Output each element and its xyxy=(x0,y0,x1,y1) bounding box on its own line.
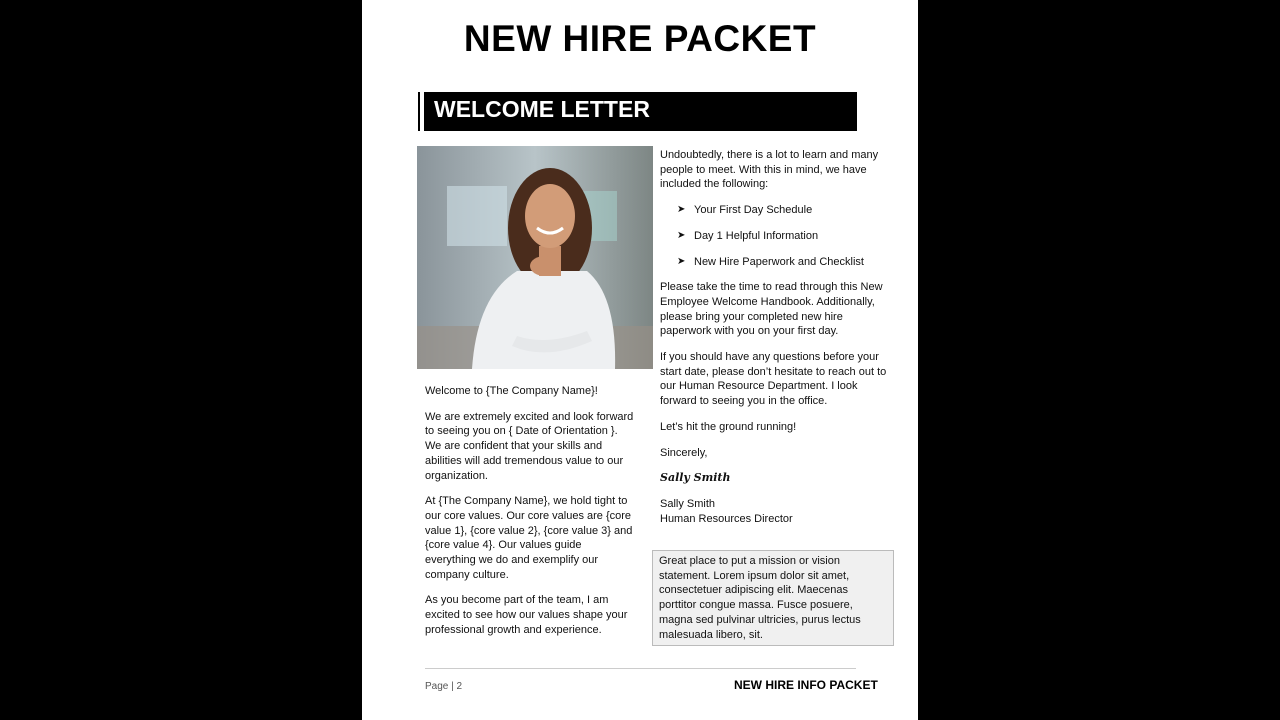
footer-title: NEW HIRE INFO PACKET xyxy=(734,678,878,692)
list-item: ➤ Day 1 Helpful Information xyxy=(677,229,819,242)
right-paragraph-2: If you should have any questions before your start date, please don’t hesitate to reach out to our Human Resource Department. I look forward to seeing you in the office. xyxy=(660,351,887,408)
signer-title: Human Resources Director xyxy=(660,512,793,525)
arrow-bullet-icon: ➤ xyxy=(677,255,686,267)
left-paragraph-2: At {The Company Name}, we hold tight to our core values. Our core values are {core value 1}, {core value 2}, {core value 3} and {core value 4}. Our values guide everything we do and exemplify our company culture. xyxy=(425,495,633,581)
right-paragraph-3: Let’s hit the ground running! xyxy=(660,420,797,433)
right-column xyxy=(660,148,896,526)
arrow-bullet-icon: ➤ xyxy=(677,229,686,241)
list-item: ➤ New Hire Paperwork and Checklist xyxy=(677,255,864,268)
document-page xyxy=(362,0,918,720)
mission-callout-box: Great place to put a mission or vision statement. Lorem ipsum dolor sit amet, consectetuer adipiscing elit. Maecenas porttitor congue massa. Fusce posuere, magna sed pulvinar ultricies, purus lectus malesuada libero, sit. xyxy=(652,550,894,646)
greeting: Welcome to {The Company Name}! xyxy=(425,385,598,397)
list-item: ➤ Your First Day Schedule xyxy=(677,204,813,217)
footer-divider xyxy=(425,668,856,669)
document-title: NEW HIRE PACKET xyxy=(463,18,817,59)
page-number: Page | 2 xyxy=(425,681,463,692)
right-paragraph-1: Please take the time to read through this New Employee Welcome Handbook. Additionally, please bring your completed new hire paperwork with you on your first day. xyxy=(660,281,883,338)
signer-block xyxy=(660,497,896,526)
smiling-woman-photo xyxy=(417,146,653,369)
included-items-list xyxy=(660,203,896,269)
closing: Sincerely, xyxy=(660,446,708,459)
banner-accent-line xyxy=(418,92,420,131)
signature: Sally Smith xyxy=(660,471,731,485)
right-intro: Undoubtedly, there is a lot to learn and many people to meet. With this in mind, we have included the following: xyxy=(660,149,879,191)
section-banner xyxy=(424,92,857,131)
signer-name: Sally Smith xyxy=(660,497,716,510)
arrow-bullet-icon: ➤ xyxy=(677,204,686,216)
section-heading: WELCOME LETTER xyxy=(434,96,650,122)
left-paragraph-3: As you become part of the team, I am excited to see how our values shape your professional growth and experience. xyxy=(425,594,628,636)
left-paragraph-1: We are extremely excited and look forward to seeing you on { Date of Orientation }. We are confident that your skills and abilities will add tremendous value to our organization. xyxy=(425,410,634,482)
left-column xyxy=(425,384,635,649)
